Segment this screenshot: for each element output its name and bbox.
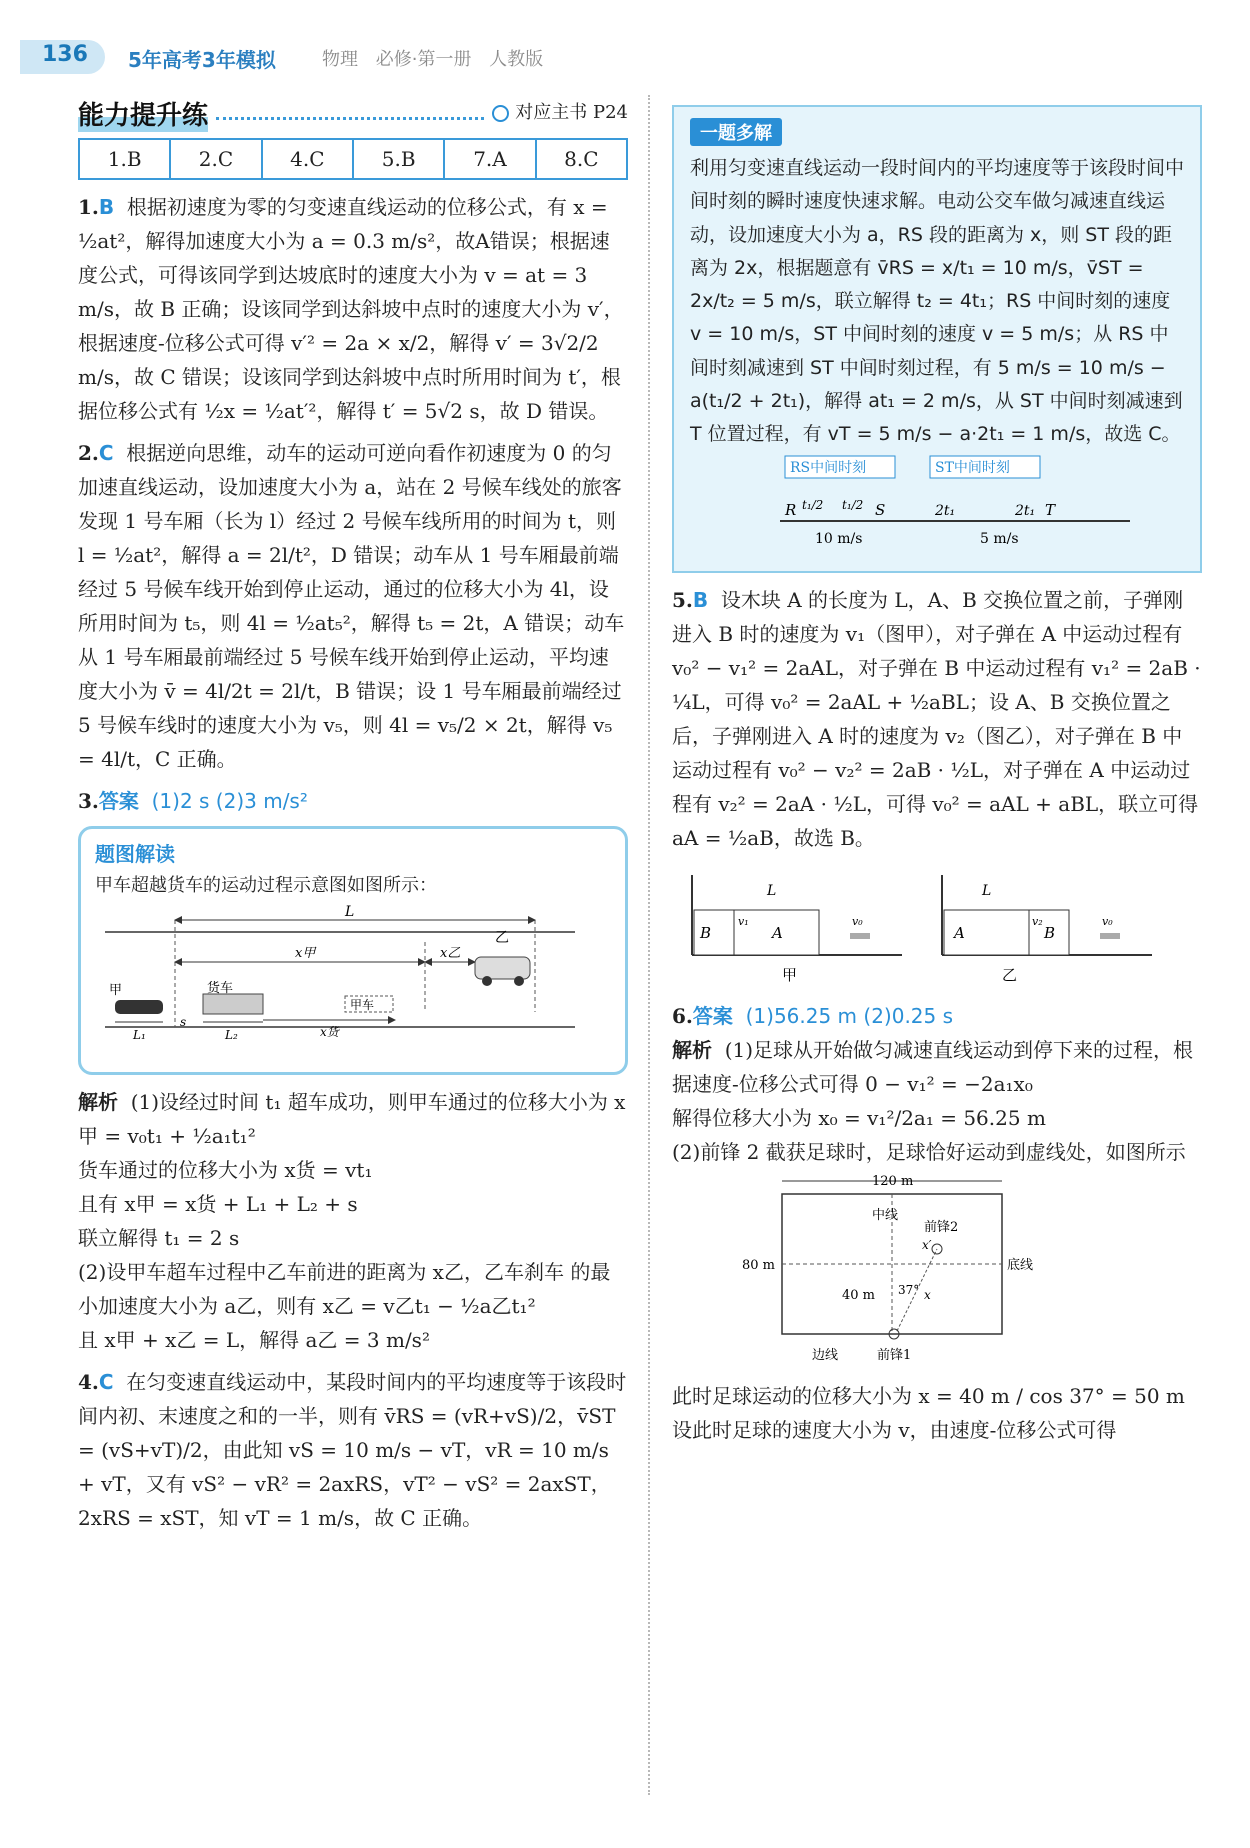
section-header bbox=[78, 95, 628, 132]
label-half-t1-b: t₁/2 bbox=[842, 498, 864, 513]
column-divider bbox=[648, 95, 650, 1795]
label-jia: 甲 bbox=[109, 982, 123, 998]
answer-value: (1)2 s (2)3 m/s² bbox=[151, 789, 308, 813]
label-s: s bbox=[180, 1014, 187, 1029]
question-1 bbox=[78, 190, 628, 428]
label-x-huo: x货 bbox=[320, 1024, 339, 1039]
label-yi: 乙 bbox=[495, 929, 509, 946]
answer-value: (1)56.25 m (2)0.25 s bbox=[745, 1004, 954, 1029]
label-v2: 5 m/s bbox=[980, 531, 1019, 548]
multi-text: 利用匀变速直线运动一段时间内的平均速度等于该段时间中间时刻的瞬时速度快速求解。电动公交车做匀减速直线运动，设加速度大小为 a，RS 段的距离为 x，则 ST 段的距离为 2x，根据题意有 v̄RS = x/t₁ = 10 m/s，v̄ST = 2x/t₂ = 5 m/s，联立解得 t₂ = 4t₁；RS 中间时刻的速度 v = 10 m/s，ST 中间时刻的速度 v = 5 m/s；从 RS 中间时刻减速到 ST 中间时刻过程，有 5 m/s = 10 m/s − a(t₁/2 + 2t₁)，解得 at₁ = 2 m/s，从 ST 中间时刻减速到 T 位置过程，有 vT = 5 m/s − a·2t₁ = 1 m/s，故选 C。 bbox=[690, 157, 1185, 445]
section-ref[interactable] bbox=[492, 98, 628, 129]
question-number: 3. bbox=[78, 789, 99, 813]
page-header bbox=[0, 0, 1250, 80]
label-T: T bbox=[1045, 501, 1056, 520]
block-diagram bbox=[672, 855, 1192, 985]
label-goal: 底线 bbox=[1007, 1258, 1034, 1274]
label-S: S bbox=[875, 501, 886, 520]
analysis-line: 设此时足球的速度大小为 v，由速度-位移公式可得 bbox=[672, 1418, 1117, 1443]
answer-cell: 1.B bbox=[79, 139, 170, 179]
solution-text: 设木块 A 的长度为 L，A、B 交换位置之前，子弹刚进入 B 时的速度为 v₁（图甲），对子弹在 A 中运动过程有 v₀² − v₁² = 2aAL，对子弹在 B 中运动过程有 v₁² = 2aB · ¼L，可得 v₀² = 2aAL + ½aBL；设 A、B 交换位置之后，子弹刚进入 A 时的速度为 v₂（图乙），对子弹在 B 中运动过程有 v₀² − v₂² = 2aB · ½L，对子弹在 A 中运动过程有 v₂² = 2aA · ½L，可得 v₀² = aAL + aBL，联立可得 aA = ½aB，故选 B。 bbox=[672, 588, 1201, 851]
answer-table bbox=[78, 138, 628, 180]
question-number: 1. bbox=[78, 195, 99, 219]
analysis-line: 此时足球运动的位移大小为 x = 40 m / cos 37° = 50 m bbox=[672, 1384, 1185, 1409]
label-st-mid: ST中间时刻 bbox=[935, 460, 1010, 477]
label-height: 80 m bbox=[742, 1258, 776, 1274]
label-A2: A bbox=[954, 924, 965, 943]
label-L2: L₂ bbox=[225, 1027, 238, 1042]
answer-key: C bbox=[98, 441, 114, 465]
solution-text: 根据逆向思维，动车的运动可逆向看作初速度为 0 的匀加速直线运动，设加速度大小为 a，站在 2 号候车线处的旅客发现 1 号车厢（长为 l）经过 2 号候车线所用的时间为 t，则 l = ½at²，解得 a = 2l/t²，D 错误；动车从 1 号车厢最前端经过 5 号候车线开始到停止运动，通过的位移大小为 4l，设所用时间为 t₅，则 4l = ½at₅²，解得 t₅ = 2t，A 错误；动车从 1 号车厢最前端经过 5 号候车线开始到停止运动，平均速度大小为 v̄ = 4l/2t = 2l/t，B 错误；设 1 号车厢最前端经过 5 号候车线时的速度大小为 v₅，则 4l = v₅/2 × 2t，解得 v₅ = 4l/t，C 正确。 bbox=[78, 441, 625, 771]
label-f2: 前锋2 bbox=[924, 1220, 959, 1236]
search-icon bbox=[492, 105, 509, 122]
dotted-leader bbox=[216, 107, 484, 120]
analysis-line: (2)设甲车超车过程中乙车前进的距离为 x乙，乙车刹车 的最小加速度大小为 a乙，则有 x乙 = v乙t₁ − ½a乙t₁² bbox=[78, 1259, 611, 1318]
solution-text: 根据初速度为零的匀变速直线运动的位移公式，有 x = ½at²，解得加速度大小为 a = 0.3 m/s²，故A错误；根据速度公式，可得该同学到达坡底时的速度大小为 v = at = 3 m/s，故 B 正确；设该同学到达斜坡中点时的速度大小为 v′，根据速度-位移公式可得 v′² = 2a × x/2，解得 v′ = 3√2/2 m/s，故 C 错误；设该同学到达斜坡中点时所用时间为 t′，根据位移公式有 ½x = ½at′²，解得 t′ = 5√2 s，故 D 错误。 bbox=[78, 195, 624, 423]
label-R: R bbox=[785, 501, 797, 520]
label-L1: L₁ bbox=[133, 1027, 146, 1042]
section-title: 能力提升练 bbox=[78, 95, 208, 132]
label-yi: 乙 bbox=[1002, 966, 1018, 985]
page-number: 136 bbox=[42, 42, 88, 67]
multi-solution-box bbox=[672, 105, 1202, 573]
label-half-t1: t₁/2 bbox=[802, 498, 824, 513]
label-width: 120 m bbox=[872, 1174, 914, 1190]
answer-label: 答案 bbox=[98, 789, 139, 813]
label-jia: 甲 bbox=[782, 966, 798, 985]
answer-key: C bbox=[98, 1369, 114, 1394]
analysis-line: (1)设经过时间 t₁ 超车成功，则甲车通过的位移大小为 x甲 = v₀t₁ + ½a₁t₁² bbox=[78, 1089, 626, 1148]
analysis-line: 联立解得 t₁ = 2 s bbox=[78, 1225, 240, 1250]
multi-tag: 一题多解 bbox=[690, 118, 782, 146]
label-L2: L bbox=[982, 883, 992, 900]
label-angle: 37° bbox=[898, 1283, 920, 1298]
question-number: 5. bbox=[672, 588, 693, 613]
left-column bbox=[78, 95, 628, 1535]
answer-key: B bbox=[692, 588, 709, 613]
right-column bbox=[672, 95, 1202, 1447]
ref-text: 对应主书 P24 bbox=[515, 102, 628, 124]
label-rs-mid: RS中间时刻 bbox=[790, 460, 867, 477]
label-f1: 前锋1 bbox=[877, 1348, 912, 1364]
answer-cell: 2.C bbox=[170, 139, 261, 179]
box-tag: 题图解读 bbox=[95, 842, 175, 866]
label-v0: v₀ bbox=[852, 915, 863, 929]
label-A1: A bbox=[772, 924, 783, 943]
diagram-explain-box bbox=[78, 826, 628, 1075]
box-text: 甲车超越货车的运动过程示意图如图所示： bbox=[95, 875, 437, 896]
overtake-diagram bbox=[95, 902, 605, 1052]
label-center: 中线 bbox=[872, 1208, 899, 1224]
answer-cell: 8.C bbox=[536, 139, 627, 179]
analysis-line: (2)前锋 2 截获足球时，足球恰好运动到虚线处，如图所示 bbox=[672, 1140, 1186, 1165]
analysis-line: (1)足球从开始做匀减速直线运动到停下来的过程，根据速度-位移公式可得 0 − v₁² = −2a₁x₀ bbox=[672, 1038, 1194, 1097]
label-B1: B bbox=[700, 924, 712, 943]
analysis-line: 解得位移大小为 x₀ = v₁²/2a₁ = 56.25 m bbox=[672, 1106, 1046, 1131]
book-subtitle: 物理 必修·第一册 人教版 bbox=[322, 49, 544, 70]
label-truck: 货车 bbox=[207, 980, 234, 996]
question-4 bbox=[78, 1365, 628, 1535]
question-number: 6. bbox=[672, 1004, 693, 1029]
solution-text: 在匀变速直线运动中，某段时间内的平均速度等于该段时间内初、末速度之和的一半，则有 v̄RS = (vR+vS)/2，v̄ST = (vS+vT)/2，由此知 vS = 10 m/s − vT，vR = 10 m/s + vT，又有 vS² − vR² = 2axRS，vT² − vS² = 2axST，2xRS = xST，知 vT = 1 m/s，故 C 正确。 bbox=[78, 1369, 627, 1530]
question-6 bbox=[672, 999, 1202, 1447]
label-2t1: 2t₁ bbox=[935, 503, 956, 520]
label-x-yi: x乙 bbox=[440, 945, 461, 961]
label-L1: L bbox=[767, 883, 777, 900]
label-xp: x′ bbox=[922, 1238, 932, 1253]
answer-label: 答案 bbox=[692, 1004, 733, 1029]
label-jia-ghost: 甲车 bbox=[350, 997, 375, 1012]
label-v1: 10 m/s bbox=[815, 531, 863, 548]
analysis-line: 且 x甲 + x乙 = L，解得 a乙 = 3 m/s² bbox=[78, 1327, 430, 1352]
question-number: 2. bbox=[78, 441, 99, 465]
label-B2: B bbox=[1044, 924, 1056, 943]
question-number: 4. bbox=[78, 1369, 99, 1394]
field-diagram bbox=[672, 1169, 1192, 1369]
label-side: 边线 bbox=[812, 1348, 839, 1364]
label-L: L bbox=[345, 903, 355, 920]
analysis-line: 且有 x甲 = x货 + L₁ + L₂ + s bbox=[78, 1191, 358, 1216]
label-x-jia: x甲 bbox=[295, 945, 316, 961]
answer-key: B bbox=[98, 195, 115, 219]
answer-cell: 5.B bbox=[353, 139, 444, 179]
label-v0-b: v₀ bbox=[1102, 915, 1113, 929]
label-x: x bbox=[924, 1288, 931, 1303]
answer-cell: 7.A bbox=[444, 139, 535, 179]
label-v1: v₁ bbox=[738, 915, 749, 929]
analysis-line: 货车通过的位移大小为 x货 = vt₁ bbox=[78, 1157, 373, 1182]
label-v2: v₂ bbox=[1032, 915, 1043, 929]
label-2t1-b: 2t₁ bbox=[1015, 503, 1036, 520]
answer-cell: 4.C bbox=[262, 139, 353, 179]
analysis-label: 解析 bbox=[672, 1038, 712, 1063]
question-5 bbox=[672, 583, 1202, 995]
analysis-label: 解析 bbox=[78, 1089, 118, 1114]
label-40m: 40 m bbox=[842, 1288, 876, 1304]
rst-diagram bbox=[690, 451, 1170, 551]
question-2 bbox=[78, 436, 628, 776]
question-3 bbox=[78, 784, 628, 1357]
book-title: 5年高考3年模拟 bbox=[128, 48, 276, 72]
